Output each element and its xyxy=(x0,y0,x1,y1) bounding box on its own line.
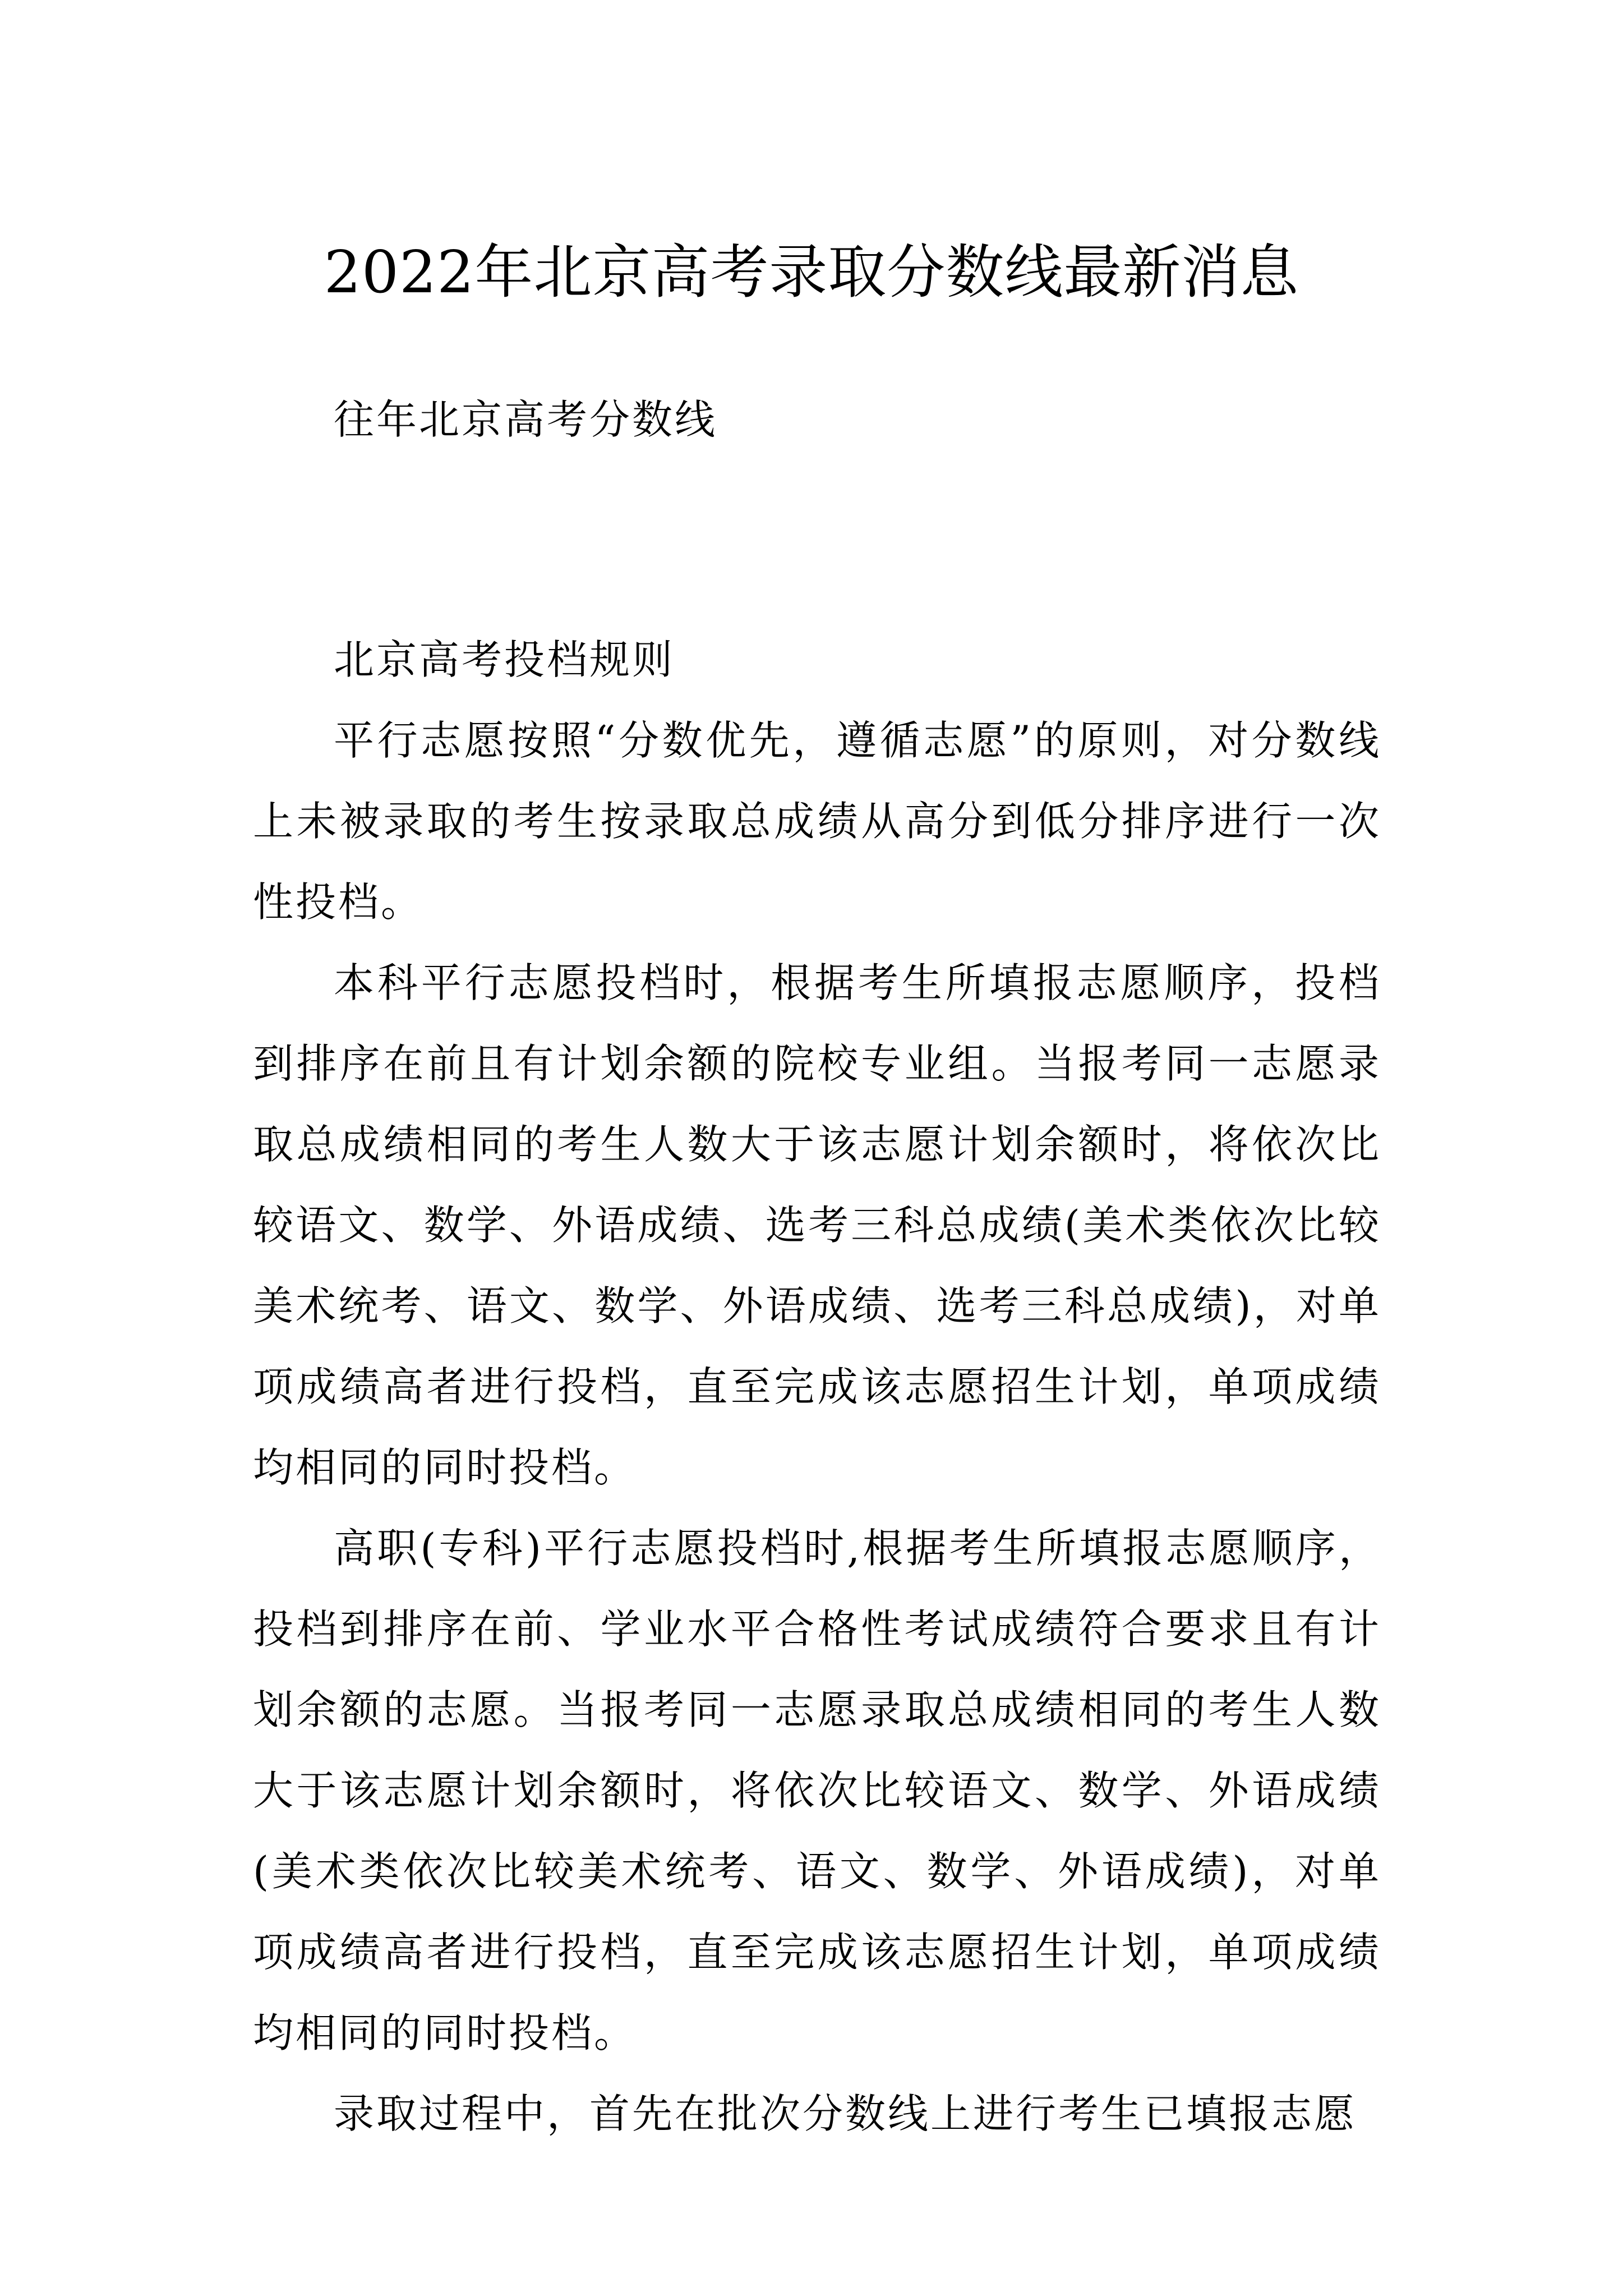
section-heading-past-scores: 往年北京高考分数线 xyxy=(334,396,718,443)
document-title: 2022年北京高考录取分数线最新消息 xyxy=(324,237,1299,306)
paragraph-undergraduate: 本科平行志愿投档时，根据考生所填报志愿顺序，投档到排序在前且有计划余额的院校专业组。当报考同一志愿录取总成绩相同的考生人数大于该志愿计划余额时，将依次比较语文、数学、外语成绩、选考三科总成绩(美术类依次比较美术统考、语文、数学、外语成绩、选考三科总成绩)，对单项成绩高者进行投档，直至完成该志愿招生计划，单项成绩均相同的同时投档。 xyxy=(253,959,1381,1491)
paragraph-admission-process: 录取过程中，首先在批次分数线上进行考生已填报志愿 xyxy=(334,2090,1357,2137)
document-body xyxy=(253,700,1381,2154)
paragraph-vocational: 高职(专科)平行志愿投档时,根据考生所填报志愿顺序，投档到排序在前、学业水平合格性考试成绩符合要求且有计划余额的志愿。当报考同一志愿录取总成绩相同的考生人数大于该志愿计划余额时，将依次比较语文、数学、外语成绩(美术类依次比较美术统考、语文、数学、外语成绩)，对单项成绩高者进行投档，直至完成该志愿招生计划，单项成绩均相同的同时投档。 xyxy=(253,1525,1381,2056)
section-heading-rules: 北京高考投档规则 xyxy=(334,636,675,683)
paragraph-principle: 平行志愿按照“分数优先，遵循志愿”的原则，对分数线上未被录取的考生按录取总成绩从高分到低分排序进行一次性投档。 xyxy=(253,717,1381,926)
